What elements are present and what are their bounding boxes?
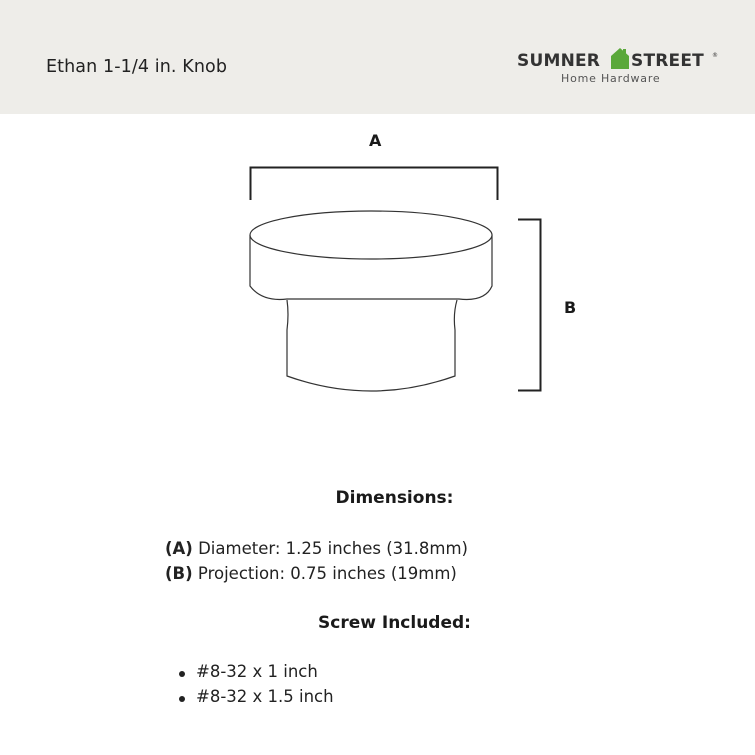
knob-stem <box>287 300 457 391</box>
house-icon <box>610 47 630 69</box>
knob-cap-top <box>250 211 492 259</box>
brand-word-left: SUMNER <box>517 51 601 71</box>
bracket-a <box>251 168 498 201</box>
spec-key-a: (A) <box>165 539 193 558</box>
brand-logo <box>516 47 716 87</box>
bracket-b <box>518 220 541 391</box>
header-bar <box>0 0 755 114</box>
screw-item-text: #8-32 x 1.5 inch <box>196 687 334 706</box>
bullet-icon <box>179 696 185 702</box>
registered-mark: ® <box>712 52 718 59</box>
knob-diagram <box>0 114 755 414</box>
list-item <box>176 687 334 712</box>
spec-text-a: Diameter: 1.25 inches (31.8mm) <box>192 539 468 558</box>
dimension-label-b: B <box>564 298 577 317</box>
bullet-icon <box>179 671 185 677</box>
spec-diameter <box>165 539 468 558</box>
product-title: Ethan 1-1/4 in. Knob <box>46 57 228 77</box>
dimension-label-a: A <box>369 131 382 150</box>
screw-item-text: #8-32 x 1 inch <box>196 662 318 681</box>
screw-heading: Screw Included: <box>318 613 471 633</box>
spec-projection <box>165 564 457 583</box>
brand-word-right: STREET <box>631 51 704 71</box>
brand-subtitle: Home Hardware <box>561 72 661 85</box>
spec-key-b: (B) <box>165 564 193 583</box>
list-item <box>176 662 334 687</box>
dimensions-heading: Dimensions: <box>335 488 454 508</box>
spec-text-b: Projection: 0.75 inches (19mm) <box>192 564 457 583</box>
screw-list <box>176 662 334 712</box>
knob-drawing <box>0 114 755 414</box>
